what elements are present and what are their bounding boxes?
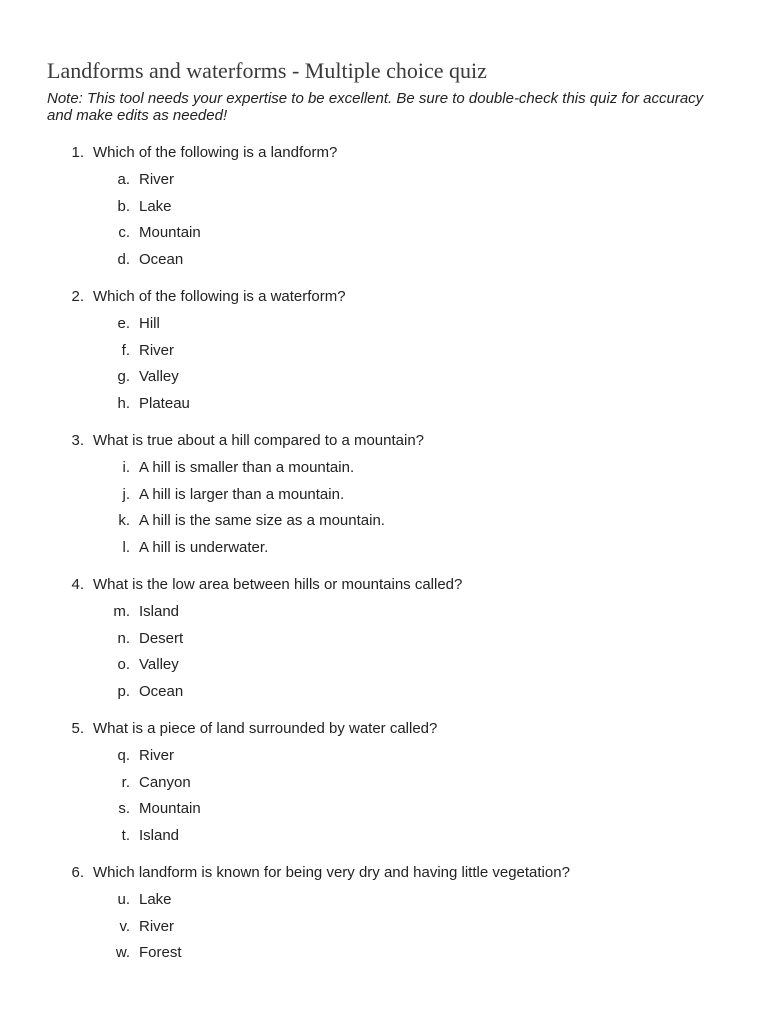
option-letter: t. xyxy=(121,826,130,844)
option-list xyxy=(0,744,768,850)
option-letter: r. xyxy=(121,773,130,791)
option-list xyxy=(0,456,768,562)
option-text: Lake xyxy=(139,891,172,908)
option-list xyxy=(0,168,768,274)
option-item xyxy=(0,653,768,680)
option-letter: o. xyxy=(117,656,130,674)
option-letter: u. xyxy=(117,891,130,908)
question-number: 2. xyxy=(71,288,84,305)
option-letter: s. xyxy=(118,800,130,818)
question-number: 1. xyxy=(71,144,84,161)
option-item xyxy=(0,509,768,536)
option-item xyxy=(0,744,768,771)
option-item xyxy=(0,600,768,627)
option-item xyxy=(0,248,768,275)
option-text: Hill xyxy=(139,315,160,332)
option-letter: l. xyxy=(122,538,130,556)
option-text: Valley xyxy=(139,368,179,386)
option-list xyxy=(0,312,768,418)
question-text: What is the low area between hills or mountains called? xyxy=(93,576,463,593)
option-item xyxy=(0,771,768,798)
option-text: River xyxy=(139,917,175,935)
option-letter: p. xyxy=(117,682,130,700)
option-text: A hill is underwater. xyxy=(139,538,269,556)
option-text: Plateau xyxy=(139,394,190,412)
option-letter: e. xyxy=(117,315,130,332)
question-item xyxy=(0,429,768,559)
option-letter: i. xyxy=(122,459,130,476)
option-text: A hill is the same size as a mountain. xyxy=(139,512,385,530)
option-text: A hill is smaller than a mountain. xyxy=(139,459,355,476)
option-list xyxy=(0,600,768,706)
option-item xyxy=(0,824,768,851)
option-list xyxy=(0,888,768,968)
option-text: Ocean xyxy=(139,250,184,268)
option-text: River xyxy=(139,341,175,359)
option-letter: q. xyxy=(117,747,130,764)
question-text: Which of the following is a waterform? xyxy=(93,288,346,305)
option-item xyxy=(0,365,768,392)
question-item xyxy=(0,141,768,271)
option-text: Valley xyxy=(139,656,179,674)
option-text: Canyon xyxy=(139,773,191,791)
option-item xyxy=(0,627,768,654)
option-item xyxy=(0,339,768,366)
disclaimer-note: Note: This tool needs your expertise to be excellent. Be sure to double-check this quiz for accuracy and make edits as needed! xyxy=(47,90,704,124)
question-text: What is a piece of land surrounded by water called? xyxy=(93,720,438,737)
question-number: 3. xyxy=(71,432,84,449)
question-item xyxy=(0,573,768,703)
question-number: 5. xyxy=(71,720,84,737)
option-text: Mountain xyxy=(139,800,201,818)
option-letter: d. xyxy=(117,250,130,268)
option-letter: c. xyxy=(118,224,130,242)
option-letter: m. xyxy=(113,603,130,620)
option-item xyxy=(0,915,768,942)
question-text: What is true about a hill compared to a mountain? xyxy=(93,432,425,449)
option-text: Mountain xyxy=(139,224,201,242)
option-letter: b. xyxy=(117,197,130,215)
option-letter: a. xyxy=(117,171,130,188)
option-text: Lake xyxy=(139,197,172,215)
option-text: A hill is larger than a mountain. xyxy=(139,485,345,503)
option-item xyxy=(0,536,768,563)
option-text: Island xyxy=(139,603,180,620)
option-item xyxy=(0,797,768,824)
option-text: River xyxy=(139,171,175,188)
option-item xyxy=(0,168,768,195)
question-text: Which of the following is a landform? xyxy=(93,144,338,161)
option-text: Forest xyxy=(139,944,182,962)
option-text: Ocean xyxy=(139,682,184,700)
option-text: Desert xyxy=(139,629,184,647)
option-letter: v. xyxy=(119,917,130,935)
option-letter: j. xyxy=(122,485,130,503)
option-item xyxy=(0,941,768,968)
option-item xyxy=(0,483,768,510)
option-item xyxy=(0,195,768,222)
question-text: Which landform is known for being very dry and having little vegetation? xyxy=(93,864,570,881)
option-item xyxy=(0,221,768,248)
option-item xyxy=(0,888,768,915)
option-text: Island xyxy=(139,826,180,844)
option-item xyxy=(0,680,768,707)
option-letter: n. xyxy=(117,629,130,647)
option-letter: w. xyxy=(115,944,130,962)
option-letter: g. xyxy=(117,368,130,386)
option-item xyxy=(0,312,768,339)
option-letter: h. xyxy=(117,394,130,412)
question-number: 4. xyxy=(71,576,84,593)
option-text: River xyxy=(139,747,175,764)
option-letter: f. xyxy=(121,341,130,359)
option-item xyxy=(0,456,768,483)
question-item xyxy=(0,861,768,965)
page-title: Landforms and waterforms - Multiple choice quiz xyxy=(47,58,487,83)
option-letter: k. xyxy=(118,512,130,530)
question-number: 6. xyxy=(71,864,84,881)
option-item xyxy=(0,392,768,419)
question-item xyxy=(0,285,768,415)
question-item xyxy=(0,717,768,847)
